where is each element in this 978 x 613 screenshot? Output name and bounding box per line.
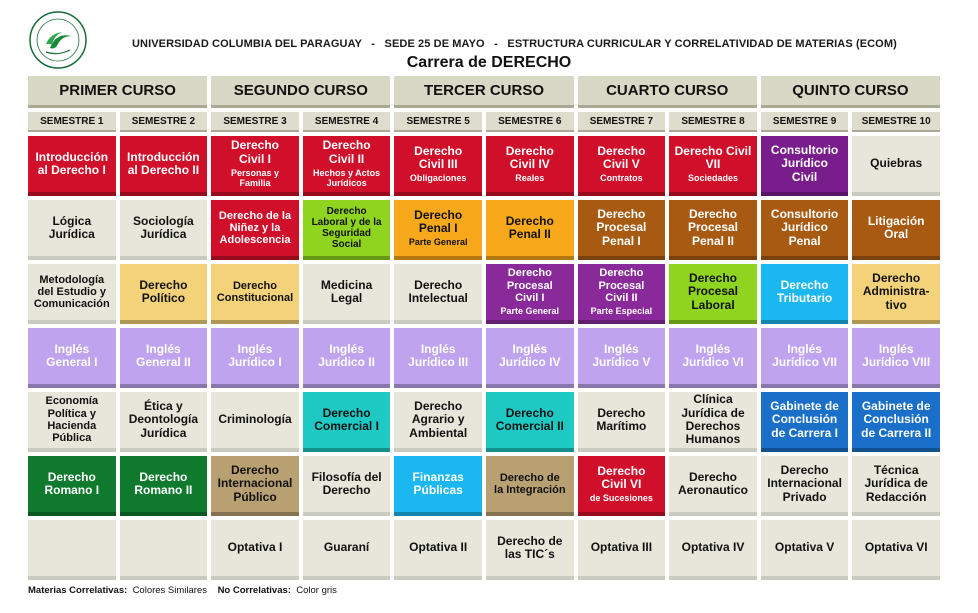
subject-cell [852, 520, 940, 580]
subject-cell [120, 456, 208, 516]
subject-subtitle: Hechos y Actos Jurídicos [312, 168, 381, 189]
subject-title: Derecho Constitucional [216, 279, 294, 304]
subject-cell [669, 520, 757, 580]
subject-title: Derecho Civil V [597, 143, 646, 171]
subject-cell [669, 264, 757, 324]
subject-title: Consultorio Jurídico Civil [770, 142, 839, 184]
subject-cell [28, 520, 116, 580]
subject-cell [486, 456, 574, 516]
subject-title: Derecho Penal I [414, 207, 463, 235]
course-header-5: QUINTO CURSO [761, 76, 940, 108]
subject-title: Inglés Jurídico II [318, 341, 375, 369]
subject-cell [486, 392, 574, 452]
course-header-2: SEGUNDO CURSO [211, 76, 390, 108]
subject-cell [303, 264, 391, 324]
subject-cell [120, 264, 208, 324]
subject-cell [852, 136, 940, 196]
sede-name: SEDE 25 DE MAYO [384, 38, 485, 50]
legend-correlative-label: Materias Correlativas: [28, 585, 128, 596]
legend-noncorrelative-value: Color gris [296, 585, 337, 596]
subject-title: Economía Política y Hacienda Pública [45, 395, 99, 445]
subject-title: Optativa II [409, 540, 468, 555]
semester-header: SEMESTRE 5 [394, 112, 482, 132]
subject-title: Metodología del Estudio y Comunicación [33, 273, 110, 311]
semester-header: SEMESTRE 2 [120, 112, 208, 132]
course-header-1: PRIMER CURSO [28, 76, 207, 108]
subject-title: Derecho de la Integración [494, 471, 566, 496]
subject-cell [211, 520, 299, 580]
subject-cell [578, 392, 666, 452]
subject-title: Gabinete de Conclusión de Carrera I [770, 398, 839, 440]
subject-cell [486, 520, 574, 580]
subject-cell [852, 200, 940, 260]
subject-title: Derecho Agrario y Ambiental [409, 398, 468, 440]
subject-cell [28, 200, 116, 260]
subject-title: Lógica Jurídica [48, 213, 95, 241]
subject-cell [120, 520, 208, 580]
subject-cell [394, 520, 482, 580]
subject-title: Litigación Oral [867, 213, 925, 241]
subject-subtitle: Parte General [408, 237, 468, 248]
subject-title: Derecho Penal II [505, 213, 554, 241]
subject-title: Optativa V [774, 540, 835, 555]
subject-cell [578, 456, 666, 516]
subject-title: Derecho Romano II [134, 469, 193, 497]
subject-cell [28, 328, 116, 388]
subject-cell [669, 200, 757, 260]
subject-cell [578, 200, 666, 260]
subject-title: Derecho Político [139, 277, 188, 305]
subject-title: Inglés General I [46, 341, 98, 369]
subject-cell [394, 200, 482, 260]
subject-title: Derecho Romano I [44, 469, 100, 497]
semester-header: SEMESTRE 8 [669, 112, 757, 132]
subject-cell [28, 392, 116, 452]
subject-title: Derecho Procesal Penal I [596, 206, 647, 248]
subject-subtitle: Sociedades [687, 173, 738, 184]
legend-noncorrelative-label: No Correlativas: [217, 585, 291, 596]
subject-title: Sociología Jurídica [133, 213, 194, 241]
subject-subtitle: de Sucesiones [589, 493, 653, 504]
subject-subtitle: Obligaciones [409, 173, 467, 184]
subject-title: Medicina Legal [320, 277, 373, 305]
subject-cell [486, 136, 574, 196]
subject-title: Derecho Procesal Civil II [598, 267, 645, 305]
subject-title: Derecho Civil IV [505, 143, 554, 171]
subject-title: Inglés Jurídico I [228, 341, 282, 369]
subject-cell [28, 456, 116, 516]
subject-title: Derecho Intelectual [408, 277, 468, 305]
subject-cell [211, 328, 299, 388]
subject-cell [761, 200, 849, 260]
semester-header: SEMESTRE 10 [852, 112, 940, 132]
subject-title: Gabinete de Conclusión de Carrera II [861, 398, 932, 440]
subject-cell [120, 136, 208, 196]
subject-subtitle: Parte General [500, 306, 560, 317]
subject-cell [303, 136, 391, 196]
subject-cell [120, 200, 208, 260]
subject-title: Técnica Jurídica de Redacción [864, 462, 928, 504]
subject-cell [578, 328, 666, 388]
subject-title: Inglés Jurídico III [408, 341, 469, 369]
legend-correlative-value: Colores Similares [132, 585, 207, 596]
subject-cell [120, 328, 208, 388]
subject-subtitle: Reales [515, 173, 545, 184]
subject-subtitle: Personas y Familia [230, 168, 279, 189]
subject-cell [761, 392, 849, 452]
subject-cell [394, 328, 482, 388]
subject-title: Derecho Procesal Civil I [506, 267, 553, 305]
subject-cell [578, 520, 666, 580]
subject-title: Criminología [218, 412, 292, 427]
subject-cell [761, 264, 849, 324]
subject-cell [578, 264, 666, 324]
subject-cell [303, 200, 391, 260]
subject-title: Ética y Deontología Jurídica [128, 398, 199, 440]
subject-title: Optativa I [227, 540, 283, 555]
subject-title: Derecho de las TIC´s [497, 533, 563, 561]
subject-title: Consultorio Jurídico Penal [770, 206, 839, 248]
course-header-4: CUARTO CURSO [578, 76, 757, 108]
subject-cell [394, 264, 482, 324]
subject-title: Derecho Internacional Privado [767, 462, 842, 504]
subject-cell [761, 456, 849, 516]
subject-cell [486, 328, 574, 388]
subject-title: Derecho Comercial II [495, 405, 564, 433]
subject-cell [28, 264, 116, 324]
subject-title: Finanzas Públicas [412, 469, 464, 497]
subject-cell [28, 136, 116, 196]
subject-title: Derecho Administra- tivo [862, 270, 930, 312]
subject-title: Introducción al Derecho I [35, 149, 109, 177]
subject-title: Derecho Civil II [322, 138, 371, 166]
subject-cell [120, 392, 208, 452]
subject-subtitle: Parte Especial [590, 306, 653, 317]
semester-header: SEMESTRE 9 [761, 112, 849, 132]
subject-cell [669, 456, 757, 516]
subject-cell [486, 264, 574, 324]
subject-title: Derecho Tributario [776, 277, 833, 305]
subject-cell [303, 520, 391, 580]
subject-title: Introducción al Derecho II [127, 149, 200, 177]
subject-title: Quiebras [870, 156, 923, 171]
subject-title: Inglés Jurídico VI [682, 341, 744, 369]
subject-title: Guaraní [323, 540, 370, 555]
subject-subtitle: Contratos [600, 173, 643, 184]
subject-cell [669, 392, 757, 452]
subject-cell [852, 328, 940, 388]
subject-title: Derecho Civil VII [674, 143, 752, 171]
structure-title: ESTRUCTURA CURRICULAR Y CORRELATIVIDAD DE MATERIAS (ECOM) [507, 38, 897, 50]
subject-title: Derecho Civil I [230, 138, 279, 166]
subject-title: Derecho Procesal Laboral [687, 270, 739, 312]
subject-title: Derecho Civil III [414, 143, 463, 171]
subject-cell [852, 456, 940, 516]
legend [28, 585, 337, 596]
subject-cell [303, 456, 391, 516]
career-title: Carrera de DERECHO [406, 54, 572, 71]
subject-cell [303, 392, 391, 452]
subject-cell [211, 456, 299, 516]
subject-title: Filosofía del Derecho [311, 469, 382, 497]
subject-title: Inglés Jurídico V [592, 341, 651, 369]
subject-cell [761, 520, 849, 580]
subject-cell [486, 200, 574, 260]
subject-title: Clínica Jurídica de Derechos Humanos [681, 392, 745, 447]
subject-title: Derecho Aeronautico [677, 469, 748, 497]
subject-cell [669, 136, 757, 196]
subject-cell [394, 456, 482, 516]
subject-cell [852, 264, 940, 324]
subject-cell [303, 328, 391, 388]
subject-title: Derecho Laboral y de la Seguridad Social [311, 205, 382, 251]
subject-title: Inglés Jurídico IV [499, 341, 561, 369]
semester-header: SEMESTRE 7 [578, 112, 666, 132]
curriculum-grid [28, 76, 940, 580]
subject-cell [211, 136, 299, 196]
subject-title: Derecho Procesal Penal II [687, 206, 739, 248]
subject-cell [669, 328, 757, 388]
subject-title: Optativa III [590, 540, 653, 555]
subject-title: Inglés Jurídico VIII [862, 341, 931, 369]
subject-title: Derecho Civil VI [597, 463, 646, 491]
subject-cell [852, 392, 940, 452]
subject-title: Inglés General II [136, 341, 191, 369]
subject-title: Derecho de la Niñez y la Adolescencia [218, 209, 292, 247]
university-name: UNIVERSIDAD COLUMBIA DEL PARAGUAY [132, 38, 362, 50]
semester-header: SEMESTRE 1 [28, 112, 116, 132]
header-title-line: UNIVERSIDAD COLUMBIA DEL PARAGUAY - SEDE 25 DE MAYO - ESTRUCTURA CURRICULAR Y CORRELATIVIDAD DE MATERIAS (ECOM) [132, 38, 897, 50]
subject-cell [761, 328, 849, 388]
subject-cell [394, 136, 482, 196]
subject-title: Derecho Internacional Público [217, 462, 293, 504]
subject-cell [211, 392, 299, 452]
semester-header: SEMESTRE 3 [211, 112, 299, 132]
subject-title: Optativa IV [681, 540, 745, 555]
subject-title: Derecho Marítimo [596, 405, 647, 433]
subject-title: Inglés Jurídico VII [772, 341, 837, 369]
semester-header: SEMESTRE 6 [486, 112, 574, 132]
subject-title: Derecho Comercial I [314, 405, 379, 433]
subject-title: Optativa VI [864, 540, 928, 555]
course-header-3: TERCER CURSO [394, 76, 573, 108]
subject-cell [211, 200, 299, 260]
subject-cell [394, 392, 482, 452]
subject-cell [761, 136, 849, 196]
semester-header: SEMESTRE 4 [303, 112, 391, 132]
subject-cell [211, 264, 299, 324]
subject-cell [578, 136, 666, 196]
